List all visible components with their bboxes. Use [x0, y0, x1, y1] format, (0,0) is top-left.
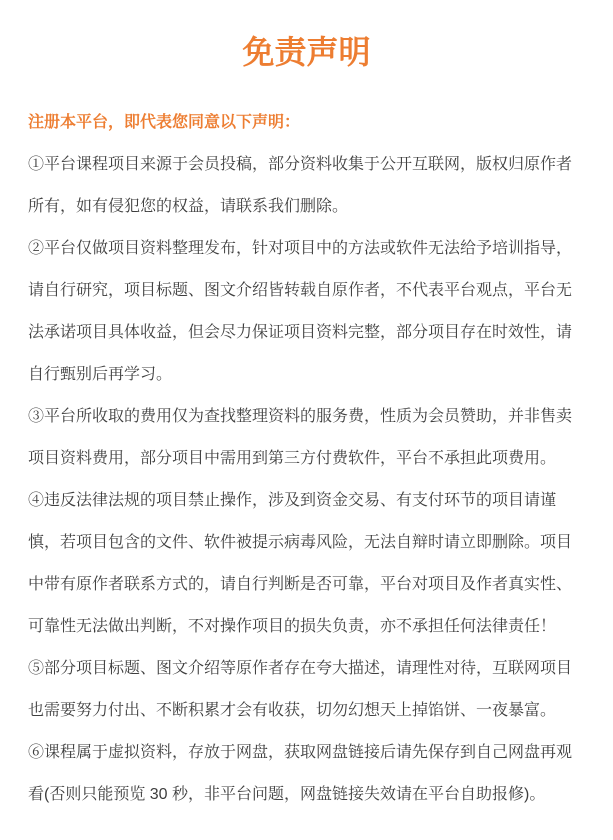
disclaimer-item-6: ⑥课程属于虚拟资料，存放于网盘，获取网盘链接后请先保存到自己网盘再观看(否则只能预览 30 秒，非平台问题，网盘链接失效请在平台自助报修)。 — [28, 744, 573, 803]
disclaimer-item-1: ①平台课程项目来源于会员投稿，部分资料收集于公开互联网，版权归原作者所有，如有侵犯您的权益，请联系我们删除。 — [28, 156, 573, 215]
disclaimer-item-2: ②平台仅做项目资料整理发布，针对项目中的方法或软件无法给予培训指导，请自行研究，项目标题、图文介绍皆转载自原作者，不代表平台观点，平台无法承诺项目具体收益，但会尽力保证项目资料完整，部分项目存在时效性，请自行甄别后再学习。 — [28, 240, 573, 383]
disclaimer-item-4: ④违反法律法规的项目禁止操作，涉及到资金交易、有支付环节的项目请谨慎，若项目包含的文件、软件被提示病毒风险，无法自辩时请立即删除。项目中带有原作者联系方式的，请自行判断是否可靠，平台对项目及作者真实性、可靠性无法做出判断，不对操作项目的损失负责，亦不承担任何法律责任！ — [28, 492, 573, 635]
disclaimer-content — [0, 102, 613, 816]
disclaimer-item-3: ③平台所收取的费用仅为查找整理资料的服务费，性质为会员赞助，并非售卖项目资料费用，部分项目中需用到第三方付费软件，平台不承担此项费用。 — [28, 408, 573, 467]
disclaimer-item-5: ⑤部分项目标题、图文介绍等原作者存在夸大描述，请理性对待，互联网项目也需要努力付出、不断积累才会有收获，切勿幻想天上掉馅饼、一夜暴富。 — [28, 660, 573, 719]
intro-statement: 注册本平台，即代表您同意以下声明： — [28, 114, 301, 131]
page-title: 免责声明 — [242, 34, 371, 70]
